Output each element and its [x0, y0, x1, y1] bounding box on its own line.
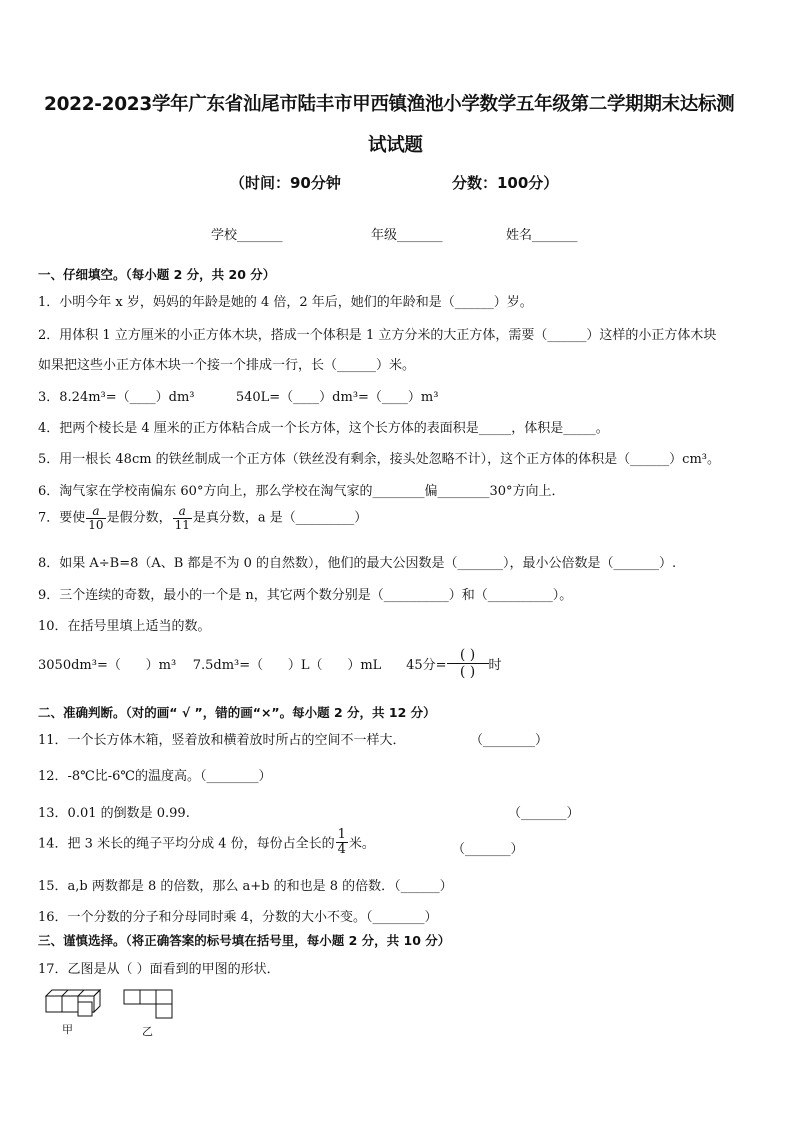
question-14: [38, 828, 375, 856]
fraction-numerator: a: [178, 504, 186, 518]
fraction-a-over-11: [173, 505, 192, 531]
total-score: 分数：100分）: [452, 174, 559, 192]
time-limit: （时间：90分钟: [230, 174, 341, 192]
question-2-line2: 如果把这些小正方体木块一个接一个排成一行，长（______）米。: [38, 358, 416, 373]
question-7-suffix: 是真分数，a 是（_________）: [192, 510, 368, 526]
question-11: 11．一个长方体木箱，竖着放和横着放时所占的空间不一样大．: [38, 733, 406, 748]
question-8: 8．如果 A÷B=8（A、B 都是不为 0 的自然数），他们的最大公因数是（_______），最小公倍数是（_______）.: [38, 556, 677, 571]
side-face: [94, 990, 100, 1012]
front-cube: [78, 1002, 92, 1016]
grade-field: 年级_______: [371, 228, 443, 243]
question-5: 5．用一根长 48cm 的铁丝制成一个正方体（铁丝没有剩余，接头处忽略不计），这个正方体的体积是（______）cm³。: [38, 452, 721, 467]
question-14-prefix: 14．把 3 米长的绳子平均分成 4 份，每份占全长的: [38, 836, 335, 852]
question-1: 1．小明今年 x 岁，妈妈的年龄是她的 4 倍，2 年后，她们的年龄和是（______）岁。: [38, 295, 533, 310]
fraction-a-over-10: [86, 505, 105, 531]
top-face: [46, 990, 100, 996]
question-7-middle: 是假分数，: [106, 510, 172, 526]
top-edge: [78, 990, 84, 996]
figure-yi-label: 乙: [142, 1025, 153, 1038]
question-13: 13．0.01 的倒数是 0.99.: [38, 806, 190, 821]
fraction-numerator-blank: ( ): [447, 647, 489, 664]
figure-yi-view: [122, 988, 178, 1022]
section-2-heading: 二、准确判断。（对的画“ √ ”，错的画“×”。每小题 2 分，共 12 分）: [38, 705, 436, 720]
figure-jia-blocks: [44, 988, 106, 1018]
question-9: 9．三个连续的奇数，最小的一个是 n，其它两个数分别是（__________）和（__________）。: [38, 588, 573, 603]
view-square: [124, 990, 140, 1004]
school-field: 学校_______: [211, 228, 283, 243]
fraction-denominator-blank: ( ): [459, 664, 476, 681]
fraction-denominator: 10: [88, 517, 104, 532]
fraction-one-fourth: [336, 828, 348, 856]
fraction-denominator: 11: [174, 517, 190, 532]
name-field: 姓名_______: [506, 228, 578, 243]
question-13-blank: （_______）: [508, 806, 580, 821]
top-edge: [62, 990, 68, 996]
view-square: [156, 990, 172, 1004]
question-16: 16．一个分数的分子和分母同时乘 4，分数的大小不变。（________）: [38, 910, 438, 925]
question-7: [38, 505, 367, 531]
section-3-heading: 三、谨慎选择。（将正确答案的标号填在括号里，每小题 2 分，共 10 分）: [38, 933, 451, 948]
unit-hour: 时: [488, 658, 502, 674]
question-15: 15．a,b 两数都是 8 的倍数，那么 a+b 的和也是 8 的倍数．（______）: [38, 879, 453, 894]
question-14-blank: （_______）: [452, 842, 524, 857]
doc-title-line1: 2022-2023学年广东省汕尾市陆丰市甲西镇渔池小学数学五年级第二学期期末达标测: [44, 94, 735, 115]
fraction-numerator: a: [92, 504, 100, 518]
question-6: 6．淘气家在学校南偏东 60°方向上，那么学校在淘气家的________偏________30°方向上．: [38, 484, 565, 499]
figure-jia-label: 甲: [62, 1023, 73, 1036]
fraction-blank: [447, 647, 489, 680]
question-14-suffix: 米。: [348, 836, 375, 852]
question-12: 12．-8℃比-6℃的温度高。（________）: [38, 769, 272, 784]
question-10-row: [38, 647, 502, 680]
question-17: 17．乙图是从（ ）面看到的甲图的形状．: [38, 962, 280, 977]
question-3: 3．8.24m³=（____）dm³ 540L=（____）dm³=（____）m³: [38, 390, 439, 405]
view-square: [140, 990, 156, 1004]
question-10: 10．在括号里填上适当的数。: [38, 619, 211, 634]
question-4: 4．把两个棱长是 4 厘米的正方体粘合成一个长方体，这个长方体的表面积是_____，体积是_____。: [38, 421, 609, 436]
doc-title-line2: 试试题: [368, 135, 423, 156]
section-1-heading: 一、仔细填空。（每小题 2 分，共 20 分）: [38, 267, 276, 282]
question-11-blank: （________）: [470, 733, 549, 748]
fraction-denominator: 4: [337, 841, 346, 857]
fraction-numerator: 1: [337, 827, 346, 842]
view-square: [156, 1004, 172, 1018]
question-7-prefix: 7．要使: [38, 510, 86, 526]
question-10-line: 3050dm³=（ ）m³ 7.5dm³=（ ）L（ ）mL 45分=: [38, 658, 447, 674]
question-2-line1: 2．用体积 1 立方厘米的小正方体木块，搭成一个体积是 1 立方分米的大正方体，需要（______）这样的小正方体木块: [38, 328, 717, 343]
